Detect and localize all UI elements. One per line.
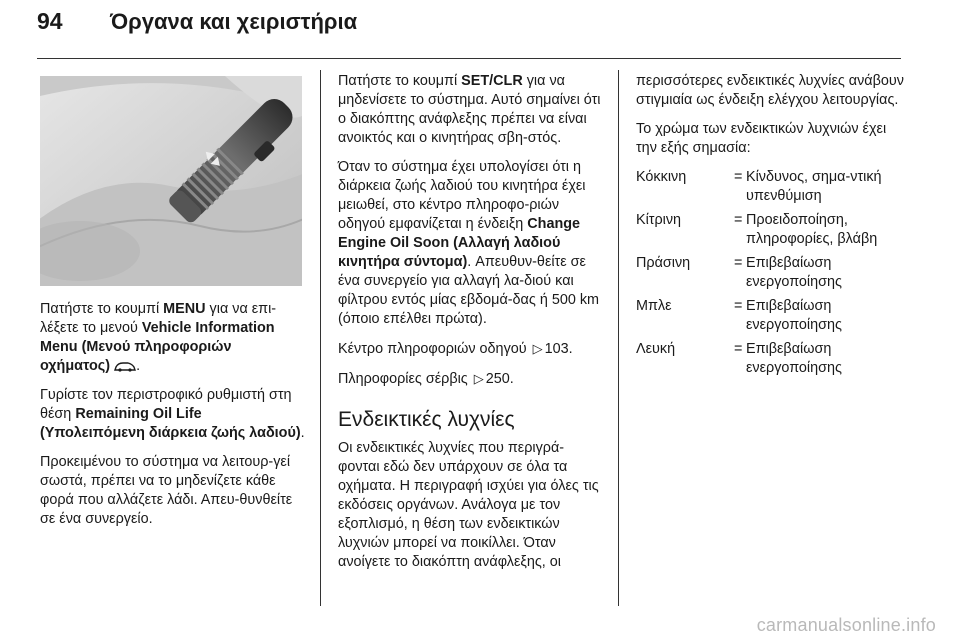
middle-paragraph-1 [338, 72, 604, 148]
section-heading: Ενδεικτικές λυχνίες [338, 408, 515, 431]
page-title: Όργανα και χειριστήρια [110, 9, 358, 34]
text: . [509, 371, 514, 387]
column-divider-right [618, 70, 619, 606]
legend-equals: = [734, 341, 743, 357]
legend-definition: Επιβεβαίωση ενεργοποίησης [746, 255, 842, 290]
service-information-link[interactable]: Πληροφορίες σέρβις [338, 371, 468, 387]
legend-equals: = [734, 212, 743, 228]
page-reference-number[interactable]: 103 [544, 341, 569, 357]
left-column [40, 300, 305, 539]
page-reference-arrow-icon: ▷ [473, 371, 484, 386]
legend-equals: = [734, 255, 743, 271]
text: . [568, 341, 573, 357]
legend-term: Κόκκινη [636, 169, 687, 185]
legend-definition: Επιβεβαίωση ενεργοποίησης [746, 298, 842, 333]
set-clr-button-label: SET/CLR [461, 73, 523, 89]
text: για να επι-λέξετε το μενού [40, 301, 277, 336]
right-paragraph-1: περισσότερες ενδεικτικές λυχνίες ανάβουν στιγμιαία ως ένδειξη ελέγχου λειτουργίας. [636, 73, 904, 108]
middle-paragraph-5: Οι ενδεικτικές λυχνίες που περιγρά-φονται εδώ δεν υπάρχουν σε όλα τα οχήματα. Η περιγραφή ισχύει για όλες τις εκδόσεις οργάνων. Ανάλογα με τον εξοπλισμό, η θέση των ενδεικτικών λυχνιών μπορεί να ποικίλλει. Όταν ανοίγετε το διακόπτη ανάφλεξης, οι [338, 440, 599, 570]
legend-term: Μπλε [636, 298, 672, 314]
text: . [136, 358, 141, 374]
page-reference-number[interactable]: 250 [485, 371, 510, 387]
text: . Απευθυν-θείτε σε ένα συνεργείο για αλλαγή λα-διού και φίλτρου εντός μίας εβδομά-δας ή 500 km (όποιο επέλθει πρώτα). [338, 254, 600, 327]
vehicle-information-menu-label: Vehicle Information Menu (Μενού πληροφοριών οχήματος) [40, 320, 275, 374]
middle-paragraph-3 [338, 339, 604, 359]
watermark: carmanualsonline.info [756, 615, 936, 635]
page-number: 94 [37, 8, 63, 34]
remaining-oil-life-label: Remaining Oil Life (Υπολειπόμενη διάρκεια ζωής λαδιού) [40, 406, 301, 441]
left-paragraph-1 [40, 300, 305, 376]
legend-term: Λευκή [636, 341, 676, 357]
header-rule [37, 58, 901, 59]
text: Όταν το σύστημα έχει υπολογίσει ότι η διάρκεια ζωής λαδιού του κινητήρα έχει μειωθεί, στο κέντρο πληροφο-ριών οδηγού εμφανίζεται η ένδειξη [338, 159, 586, 232]
middle-column [338, 72, 604, 582]
page-reference-arrow-icon: ▷ [532, 341, 543, 356]
color-legend [636, 168, 906, 378]
left-paragraph-3: Προκειμένου το σύστημα να λειτουρ-γεί σωστά, πρέπει να το μηδενίζετε κάθε φορά που αλλάζετε λάδι. Απευ-θυνθείτε σε ένα συνεργείο. [40, 454, 293, 527]
change-engine-oil-soon-label: Change Engine Oil Soon (Αλλαγή λαδιού κινητήρα σύντομα) [338, 216, 581, 270]
stalk-illustration [40, 76, 302, 286]
legend-definition: Προειδοποίηση, πληροφορίες, βλάβη [746, 212, 878, 247]
legend-equals: = [734, 298, 743, 314]
text: Γυρίστε τον περιστροφικό ρυθμιστή στη θέση [40, 387, 292, 422]
middle-paragraph-2 [338, 158, 604, 329]
right-column [636, 72, 906, 378]
legend-definition: Επιβεβαίωση ενεργοποίησης [746, 341, 842, 376]
legend-term: Κίτρινη [636, 212, 682, 228]
legend-equals: = [734, 169, 743, 185]
menu-button-label: MENU [163, 301, 206, 317]
driver-information-centre-link[interactable]: Κέντρο πληροφοριών οδηγού [338, 341, 527, 357]
left-paragraph-2 [40, 386, 305, 443]
text: . [300, 425, 305, 441]
car-symbol-icon [114, 361, 136, 372]
text: Πατήστε το κουμπί [338, 73, 462, 89]
text: Πατήστε το κουμπί [40, 301, 164, 317]
stalk-illustration-graphic [40, 76, 302, 286]
legend-term: Πράσινη [636, 255, 691, 271]
legend-definition: Κίνδυνος, σημα-ντική υπενθύμιση [746, 169, 882, 204]
middle-paragraph-4 [338, 369, 604, 389]
page-header [37, 8, 357, 48]
right-paragraph-2: Το χρώμα των ενδεικτικών λυχνιών έχει την εξής σημασία: [636, 121, 887, 156]
column-divider-left [320, 70, 321, 606]
text: για να μηδενίσετε το σύστημα. Αυτό σημαίνει ότι ο διακόπτης ανάφλεξης πρέπει να είναι ανοικτός και ο κινητήρας σβη-στός. [338, 73, 601, 146]
